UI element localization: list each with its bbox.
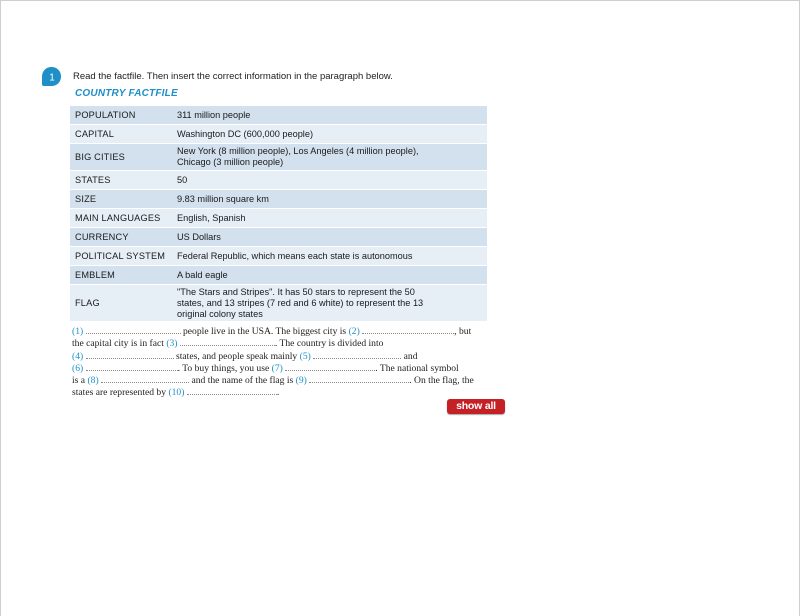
answer-blank-10[interactable] [187, 386, 277, 395]
blank-label: (6) [72, 362, 84, 374]
blank-label: (3) [166, 338, 178, 350]
row-key: SIZE [70, 190, 173, 209]
blank-label: (2) [348, 326, 360, 337]
row-value [173, 144, 487, 171]
exercise-instruction: Read the factfile. Then insert the correct information in the paragraph below. [73, 71, 393, 82]
page-border-left [0, 0, 1, 616]
row-key: POPULATION [70, 106, 173, 125]
value-line: states, and 13 stripes (7 red and 6 white) to represent the 13 [177, 297, 424, 308]
blank-label: (9) [295, 375, 307, 387]
row-key: FLAG [70, 285, 173, 322]
paragraph-text: people live in the USA. The biggest city is [183, 326, 347, 337]
paragraph-text: . The national symbol [375, 362, 459, 374]
factfile-row-emblem [70, 266, 487, 285]
paragraph-text: is a [72, 375, 86, 387]
answer-blank-8[interactable] [101, 374, 189, 383]
factfile-row-big-cities [70, 144, 487, 171]
gap-fill-paragraph [72, 325, 502, 399]
factfile-row-size [70, 190, 487, 209]
factfile-row-capital [70, 125, 487, 144]
answer-blank-9[interactable] [309, 374, 409, 383]
exercise-number-badge [41, 66, 62, 87]
value-line: New York (8 million people), Los Angeles (4 million people), [177, 146, 419, 156]
paragraph-text: . [276, 387, 280, 399]
row-value: 311 million people [173, 106, 487, 125]
factfile-row-political-system [70, 247, 487, 266]
answer-blank-1[interactable] [86, 325, 181, 334]
paragraph-line [72, 362, 502, 374]
blank-label: (4) [72, 350, 84, 362]
row-value: 9.83 million square km [173, 190, 487, 209]
blank-label: (5) [299, 350, 311, 362]
factfile-row-states [70, 171, 487, 190]
row-value: US Dollars [173, 228, 487, 247]
row-value: English, Spanish [173, 209, 487, 228]
paragraph-text: states are represented by [72, 387, 167, 399]
factfile-title: COUNTRY FACTFILE [75, 88, 178, 99]
row-key: MAIN LANGUAGES [70, 209, 173, 228]
page-border-top [0, 0, 800, 1]
value-line: Chicago (3 million people) [177, 157, 284, 167]
paragraph-text: . The country is divided into [274, 338, 384, 350]
paragraph-text: the capital city is in fact [72, 338, 164, 350]
factfile-table [70, 106, 487, 322]
exercise-number: 1 [49, 72, 55, 84]
row-key: STATES [70, 171, 173, 190]
factfile-row-currency [70, 228, 487, 247]
paragraph-text: states, and people speak mainly [176, 350, 298, 362]
row-key: POLITICAL SYSTEM [70, 247, 173, 266]
paragraph-line [72, 325, 502, 337]
blank-label: (10) [168, 387, 185, 399]
paragraph-text: . To buy things, you use [177, 362, 270, 374]
row-value: 50 [173, 171, 487, 190]
answer-blank-5[interactable] [313, 350, 401, 359]
show-all-button[interactable]: show all [447, 399, 505, 414]
value-line: original colony states [177, 308, 263, 319]
row-key: CURRENCY [70, 228, 173, 247]
paragraph-text: and [403, 350, 418, 362]
factfile-row-population [70, 106, 487, 125]
paragraph-line [72, 337, 502, 349]
answer-blank-7[interactable] [285, 362, 375, 371]
paragraph-line [72, 386, 502, 398]
paragraph-text: and the name of the flag is [191, 375, 294, 387]
row-value: Washington DC (600,000 people) [173, 125, 487, 144]
factfile-row-flag [70, 285, 487, 322]
row-key: CAPITAL [70, 125, 173, 144]
answer-blank-6[interactable] [86, 362, 178, 371]
paragraph-text: . On the flag, the [409, 375, 474, 387]
answer-blank-2[interactable] [362, 325, 454, 334]
row-value: A bald eagle [173, 266, 487, 285]
answer-blank-4[interactable] [86, 350, 174, 359]
factfile-row-main-languages [70, 209, 487, 228]
blank-label: (8) [87, 375, 99, 387]
blank-label: (7) [271, 362, 283, 374]
row-key: EMBLEM [70, 266, 173, 285]
answer-blank-3[interactable] [180, 337, 275, 346]
blank-label: (1) [72, 326, 84, 337]
row-value: Federal Republic, which means each state is autonomous [173, 247, 487, 266]
paragraph-text: , but [454, 326, 472, 337]
row-value [173, 285, 487, 322]
row-key: BIG CITIES [70, 144, 173, 171]
value-line: "The Stars and Stripes". It has 50 stars to represent the 50 [177, 286, 415, 297]
paragraph-line [72, 350, 502, 362]
paragraph-line [72, 374, 502, 386]
